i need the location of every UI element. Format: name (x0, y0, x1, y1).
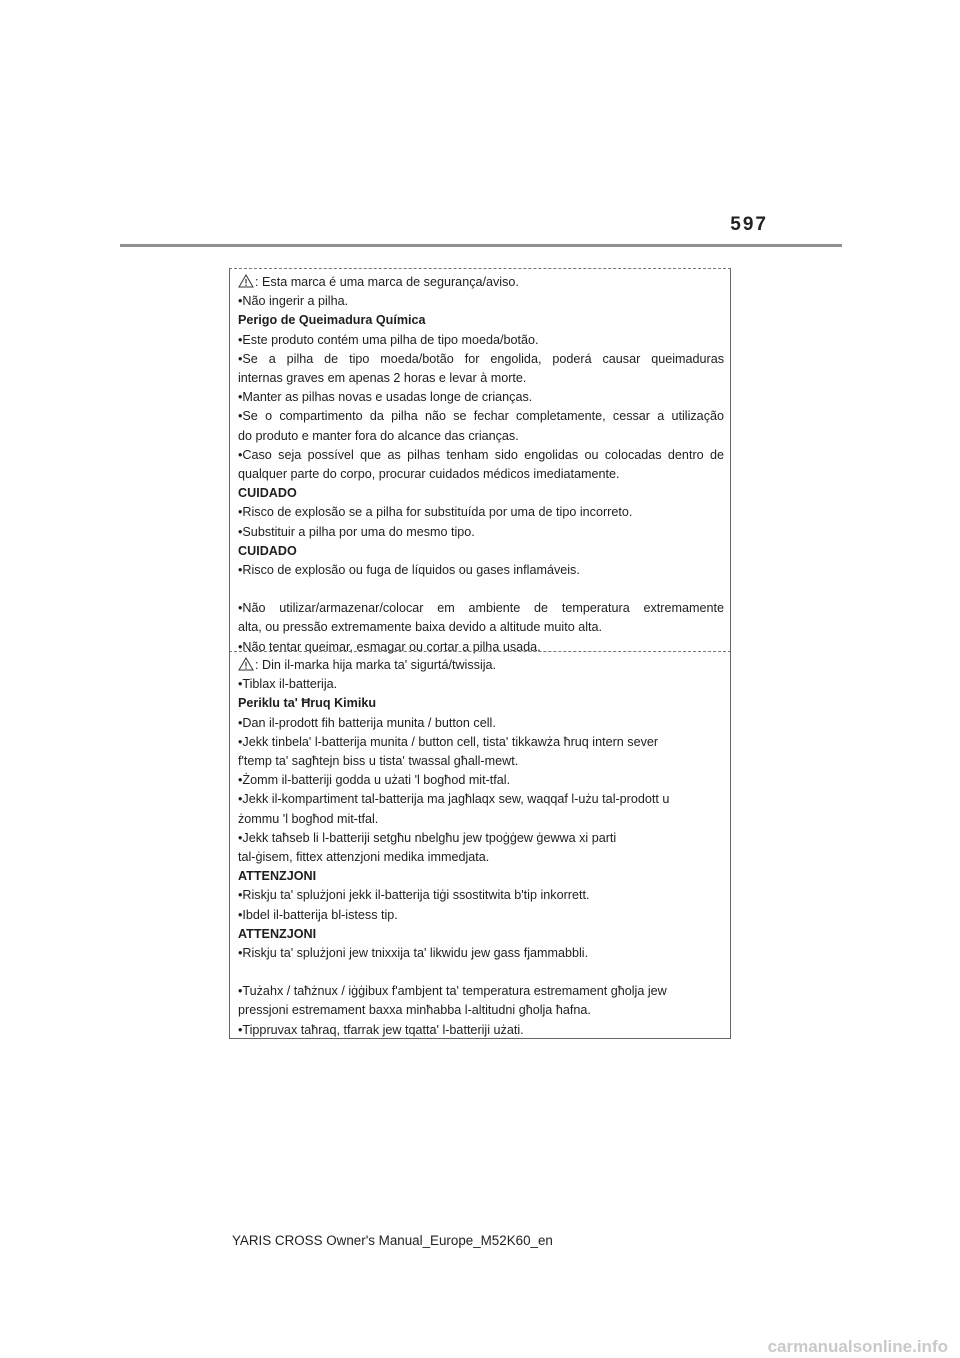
notice-line: •Se a pilha de tipo moeda/botão for engolida, poderá causar queimaduras (238, 351, 724, 366)
notice-line: •Caso seja possível que as pilhas tenham sido engolidas ou colocadas dentro de (238, 447, 724, 462)
notice-line: •Żomm il-batteriji godda u użati 'l bogħod mit-tfal. (238, 773, 511, 788)
notice-line: żommu 'l bogħod mit-tfal. (238, 811, 379, 826)
notice-line: •Jekk il-kompartiment tal-batterija ma jagħlaqx sew, waqqaf l-użu tal-prodott u (238, 792, 670, 807)
notice-heading: Perigo de Queimadura Química (238, 313, 426, 328)
notice-line: •Este produto contém uma pilha de tipo moeda/botão. (238, 332, 539, 347)
notice-line: tal-ġisem, fittex attenzjoni medika immedjata. (238, 850, 490, 865)
safety-marker-line (238, 656, 724, 675)
notice-line: qualquer parte do corpo, procurar cuidados médicos imediatamente. (238, 466, 620, 481)
notice-line: do produto e manter fora do alcance das crianças. (238, 428, 519, 443)
notice-heading: Periklu ta' Ħruq Kimiku (238, 696, 377, 711)
notice-line: •Risco de explosão ou fuga de líquidos ou gases inflamáveis. (238, 563, 580, 577)
safety-marker-text: : Esta marca é uma marca de segurança/aviso. (255, 275, 519, 289)
notice-line: •Dan il-prodott fih batterija munita / button cell. (238, 715, 496, 730)
notice-heading: CUIDADO (238, 486, 297, 501)
notice-line: •Manter as pilhas novas e usadas longe de crianças. (238, 390, 533, 405)
notice-line: •Não utilizar/armazenar/colocar em ambiente de temperatura extremamente (238, 601, 724, 616)
watermark-text: carmanualsonline.info (767, 1337, 948, 1356)
notice-line: f'temp ta' sagħtejn biss u tista' twassal għall-mewt. (238, 754, 519, 769)
watermark (0, 1336, 960, 1358)
spacer (238, 580, 724, 599)
notice-line: •Ibdel il-batterija bl-istess tip. (238, 907, 398, 922)
notice-line: •Risco de explosão se a pilha for substituída por uma de tipo incorreto. (238, 505, 633, 520)
notice-line: •Tippruvax taħraq, tfarrak jew tqatta' l-batteriji użati. (238, 1022, 524, 1037)
warning-triangle-icon (238, 274, 254, 288)
maltese-notice-box (229, 651, 731, 1039)
notice-heading: ATTENZJONI (238, 869, 317, 884)
notice-line: internas graves em apenas 2 horas e levar à morte. (238, 371, 527, 385)
header-rule (120, 244, 842, 247)
notice-line: •Riskju ta' splużjoni jew tnixxija ta' likwidu jew gass fjammabbli. (238, 946, 589, 961)
notice-line: •Jekk tinbela' l-batterija munita / button cell, tista' tikkawża ħruq intern sever (238, 734, 659, 749)
spacer (238, 963, 724, 982)
portuguese-notice-box (229, 268, 731, 654)
page-number: 597 (730, 214, 768, 235)
manual-footer: YARIS CROSS Owner's Manual_Europe_M52K60_en (232, 1233, 553, 1248)
notice-line: pressjoni estremament baxxa minħabba l-altitudni għolja ħafna. (238, 1003, 591, 1018)
notice-line: •Não tentar queimar, esmagar ou cortar a pilha usada. (238, 639, 541, 654)
safety-marker-line (238, 273, 724, 292)
notice-line: •Não ingerir a pilha. (238, 294, 349, 309)
notice-heading: ATTENZJONI (238, 926, 317, 941)
notice-line: •Jekk taħseb li l-batteriji setgħu nbelgħu jew tpoġġew ġewwa xi parti (238, 830, 617, 845)
warning-triangle-icon (238, 657, 254, 671)
notice-line: •Tużahx / taħżnux / iġġibux f'ambjent ta' temperatura estremament għolja jew (238, 984, 667, 999)
notice-line: •Tiblax il-batterija. (238, 677, 338, 692)
safety-marker-text: : Din il-marka hija marka ta' sigurtá/twissija. (255, 658, 497, 672)
notice-heading: CUIDADO (238, 543, 297, 558)
notice-line: alta, ou pressão extremamente baixa devido a altitude muito alta. (238, 620, 603, 635)
notice-line: •Riskju ta' splużjoni jekk il-batterija tiġi ssostitwita b'tip inkorrett. (238, 888, 590, 903)
notice-line: •Substituir a pilha por uma do mesmo tipo. (238, 524, 475, 539)
notice-line: •Se o compartimento da pilha não se fechar completamente, cessar a utilização (238, 409, 724, 424)
